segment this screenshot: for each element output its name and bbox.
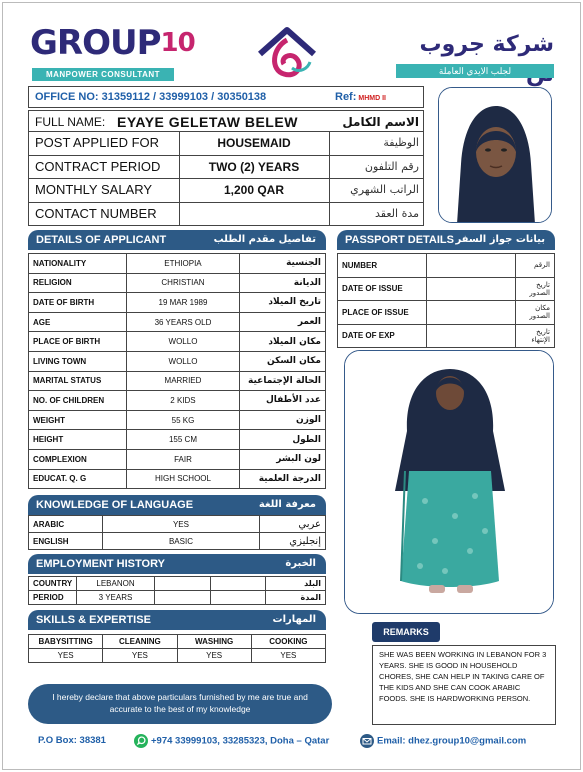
- passport-field-arabic: تاريخ الإنتهاء: [516, 324, 555, 348]
- passport-row: [338, 254, 555, 278]
- applicant-field-label: MARITAL STATUS: [29, 371, 127, 391]
- employment-arabic: المدة: [266, 591, 326, 605]
- passport-field-arabic: تاريخ الصدور: [516, 277, 555, 301]
- employment-section-header: [28, 554, 326, 574]
- applicant-field-label: HEIGHT: [29, 430, 127, 450]
- employment-table: [28, 576, 326, 605]
- logo-number: 10: [160, 28, 195, 58]
- full-name-value: EYAYE GELETAW BELEW: [117, 114, 298, 130]
- applicant-field-value: 155 CM: [126, 430, 240, 450]
- contract-label: CONTRACT PERIOD: [35, 158, 161, 174]
- office-numbers-row: [28, 86, 424, 108]
- logo-tagline: MANPOWER CONSULTANT: [32, 68, 174, 81]
- applicant-row: [29, 273, 326, 293]
- applicant-field-value: 19 MAR 1989: [126, 293, 240, 313]
- applicant-field-label: DATE OF BIRTH: [29, 293, 127, 313]
- whatsapp-icon: [134, 734, 148, 748]
- footer-phone-text: +974 33999103, 33285323, Doha – Qatar: [151, 735, 330, 747]
- language-arabic: عربي: [260, 516, 326, 533]
- passport-field-value: [427, 254, 516, 278]
- applicant-field-label: WEIGHT: [29, 410, 127, 430]
- applicant-field-label: RELIGION: [29, 273, 127, 293]
- footer-email: [360, 734, 526, 749]
- ref-label: Ref:: [335, 91, 357, 103]
- contract-value: TWO (2) YEARS: [208, 159, 300, 174]
- passport-field-label: DATE OF ISSUE: [338, 277, 427, 301]
- passport-field-label: PLACE OF ISSUE: [338, 301, 427, 325]
- skills-value-row: [29, 649, 326, 663]
- full-body-photo: [344, 350, 554, 614]
- employment-blank: [210, 591, 266, 605]
- main-info-table: [28, 110, 424, 226]
- passport-row: [338, 324, 555, 348]
- language-value: YES: [102, 516, 259, 533]
- applicant-details-table: [28, 253, 326, 489]
- applicant-row: [29, 254, 326, 274]
- contact-label: CONTACT NUMBER: [35, 205, 157, 221]
- language-row: [29, 516, 326, 533]
- applicant-field-arabic: الطول: [240, 430, 326, 450]
- ref-value: MHMD II: [358, 95, 386, 102]
- language-arabic: إنجليزي: [260, 533, 326, 550]
- skill-name: WASHING: [177, 635, 251, 649]
- employment-row: [29, 591, 326, 605]
- skills-title: SKILLS & EXPERTISE: [36, 614, 151, 626]
- language-title: KNOWLEDGE OF LANGUAGE: [36, 499, 194, 511]
- post-label: POST APPLIED FOR: [35, 135, 160, 150]
- applicant-field-arabic: تاريخ الميلاد: [240, 293, 326, 313]
- passport-field-arabic: مكان الصدور: [516, 301, 555, 325]
- full-name-label: FULL NAME:: [35, 115, 106, 129]
- applicant-field-arabic: مكان السكن: [240, 351, 326, 371]
- applicant-field-arabic: الحالة الإجتماعية: [240, 371, 326, 391]
- post-value: HOUSEMAID: [217, 136, 291, 150]
- skills-header-row: [29, 635, 326, 649]
- contact-row: [28, 203, 424, 227]
- applicant-field-label: NATIONALITY: [29, 254, 127, 274]
- employment-blank: [154, 591, 210, 605]
- applicant-field-label: LIVING TOWN: [29, 351, 127, 371]
- office-phones: OFFICE NO: 31359112 / 33999103 / 30350138: [35, 91, 267, 103]
- applicant-row: [29, 430, 326, 450]
- contact-arabic: مدة العقد: [375, 206, 419, 220]
- passport-row: [338, 301, 555, 325]
- email-icon: [360, 734, 374, 748]
- applicant-field-value: MARRIED: [126, 371, 240, 391]
- applicant-field-arabic: الجنسية: [240, 254, 326, 274]
- group10-logo: [30, 23, 195, 84]
- skill-name: CLEANING: [103, 635, 177, 649]
- contract-arabic: رقم التلفون: [364, 159, 419, 173]
- passport-field-value: [427, 324, 516, 348]
- footer-email-text: Email: dhez.group10@gmail.com: [377, 735, 527, 747]
- employment-label: PERIOD: [29, 591, 77, 605]
- passport-field-label: DATE OF EXP: [338, 324, 427, 348]
- skill-value: YES: [251, 649, 325, 663]
- applicant-row: [29, 332, 326, 352]
- applicant-field-arabic: مكان الميلاد: [240, 332, 326, 352]
- logo-main-text: GROUP: [30, 23, 161, 63]
- language-row: [29, 533, 326, 550]
- applicant-field-value: FAIR: [126, 449, 240, 469]
- applicant-field-value: HIGH SCHOOL: [126, 469, 240, 489]
- skill-value: YES: [177, 649, 251, 663]
- skill-name: BABYSITTING: [29, 635, 103, 649]
- applicant-row: [29, 371, 326, 391]
- applicant-row: [29, 410, 326, 430]
- arabic-company-name: شركة جروب: [419, 32, 554, 57]
- skills-title-arabic: المهارات: [272, 614, 316, 625]
- passport-field-label: NUMBER: [338, 254, 427, 278]
- applicant-field-arabic: الدرجة العلمية: [240, 469, 326, 489]
- skills-section-header: [28, 610, 326, 630]
- employment-title-arabic: الخبرة: [285, 558, 316, 569]
- language-table: [28, 515, 326, 550]
- skill-name: COOKING: [251, 635, 325, 649]
- applicant-field-value: WOLLO: [126, 332, 240, 352]
- contract-row: [28, 156, 424, 180]
- arabic-logo: [392, 30, 554, 82]
- passport-row: [338, 277, 555, 301]
- applicant-field-arabic: عدد الأطفال: [240, 391, 326, 411]
- applicant-field-value: 2 KIDS: [126, 391, 240, 411]
- employment-title: EMPLOYMENT HISTORY: [36, 558, 165, 570]
- language-label: ENGLISH: [29, 533, 103, 550]
- passport-field-value: [427, 301, 516, 325]
- applicant-field-arabic: العمر: [240, 312, 326, 332]
- passport-table: [337, 253, 555, 348]
- arabic-tagline: لجلب الايدي العاملة: [396, 64, 554, 78]
- applicant-row: [29, 293, 326, 313]
- applicant-section-header: [28, 230, 326, 250]
- language-section-header: [28, 495, 326, 515]
- applicant-field-label: AGE: [29, 312, 127, 332]
- employment-row: [29, 577, 326, 591]
- applicant-field-value: ETHIOPIA: [126, 254, 240, 274]
- applicant-field-arabic: الديانة: [240, 273, 326, 293]
- salary-arabic: الراتب الشهري: [350, 183, 419, 196]
- applicant-field-arabic: الوزن: [240, 410, 326, 430]
- applicant-title: DETAILS OF APPLICANT: [36, 234, 167, 246]
- applicant-row: [29, 312, 326, 332]
- salary-label: MONTHLY SALARY: [35, 182, 153, 197]
- applicant-row: [29, 351, 326, 371]
- house-logo-icon: [252, 24, 322, 82]
- remarks-header: REMARKS: [372, 622, 440, 642]
- salary-row: [28, 179, 424, 203]
- applicant-field-value: 36 YEARS OLD: [126, 312, 240, 332]
- passport-field-arabic: الرقم: [516, 254, 555, 278]
- remarks-text: SHE WAS BEEN WORKING IN LEBANON FOR 3 YEARS. SHE IS GOOD IN HOUSEHOLD CHORES, SHE CAN HELP IN TAKING CARE OF THE KIDS AND SHE CAN COOK ARABIC FOODS. SHE IS HARDWORKING PERSON.: [372, 645, 556, 725]
- skills-table: [28, 634, 326, 663]
- post-row: [28, 132, 424, 156]
- applicant-row: [29, 469, 326, 489]
- language-title-arabic: معرفة اللغة: [258, 499, 316, 510]
- applicant-field-label: EDUCAT. Q. G: [29, 469, 127, 489]
- passport-field-value: [427, 277, 516, 301]
- declaration-box: I hereby declare that above particulars furnished by me are true and accurate to the best of my knowledge: [28, 684, 332, 724]
- full-name-arabic: الاسم الكامل: [342, 115, 419, 129]
- skill-value: YES: [29, 649, 103, 663]
- applicant-row: [29, 449, 326, 469]
- employment-value: 3 YEARS: [77, 591, 154, 605]
- employment-value: LEBANON: [77, 577, 154, 591]
- post-arabic: الوظيفة: [383, 136, 419, 149]
- passport-section-header: [337, 230, 555, 250]
- applicant-field-arabic: لون البشر: [240, 449, 326, 469]
- po-box: P.O Box: 38381: [38, 735, 106, 746]
- applicant-field-label: NO. OF CHILDREN: [29, 391, 127, 411]
- language-value: BASIC: [102, 533, 259, 550]
- employment-label: COUNTRY: [29, 577, 77, 591]
- skill-value: YES: [103, 649, 177, 663]
- employment-blank: [154, 577, 210, 591]
- salary-value: 1,200 QAR: [223, 183, 285, 197]
- footer-phone: [134, 734, 329, 749]
- passport-title-arabic: بيانات جواز السفر: [455, 234, 545, 245]
- language-label: ARABIC: [29, 516, 103, 533]
- applicant-field-value: WOLLO: [126, 351, 240, 371]
- full-name-row: [28, 110, 424, 132]
- employment-blank: [210, 577, 266, 591]
- applicant-field-label: COMPLEXION: [29, 449, 127, 469]
- employment-arabic: البلد: [266, 577, 326, 591]
- applicant-row: [29, 391, 326, 411]
- applicant-field-value: CHRISTIAN: [126, 273, 240, 293]
- applicant-title-arabic: تفاصيل مقدم الطلب: [213, 234, 316, 245]
- portrait-photo: [438, 87, 552, 223]
- applicant-field-value: 55 KG: [126, 410, 240, 430]
- applicant-field-label: PLACE OF BIRTH: [29, 332, 127, 352]
- passport-title: PASSPORT DETAILS: [345, 234, 454, 246]
